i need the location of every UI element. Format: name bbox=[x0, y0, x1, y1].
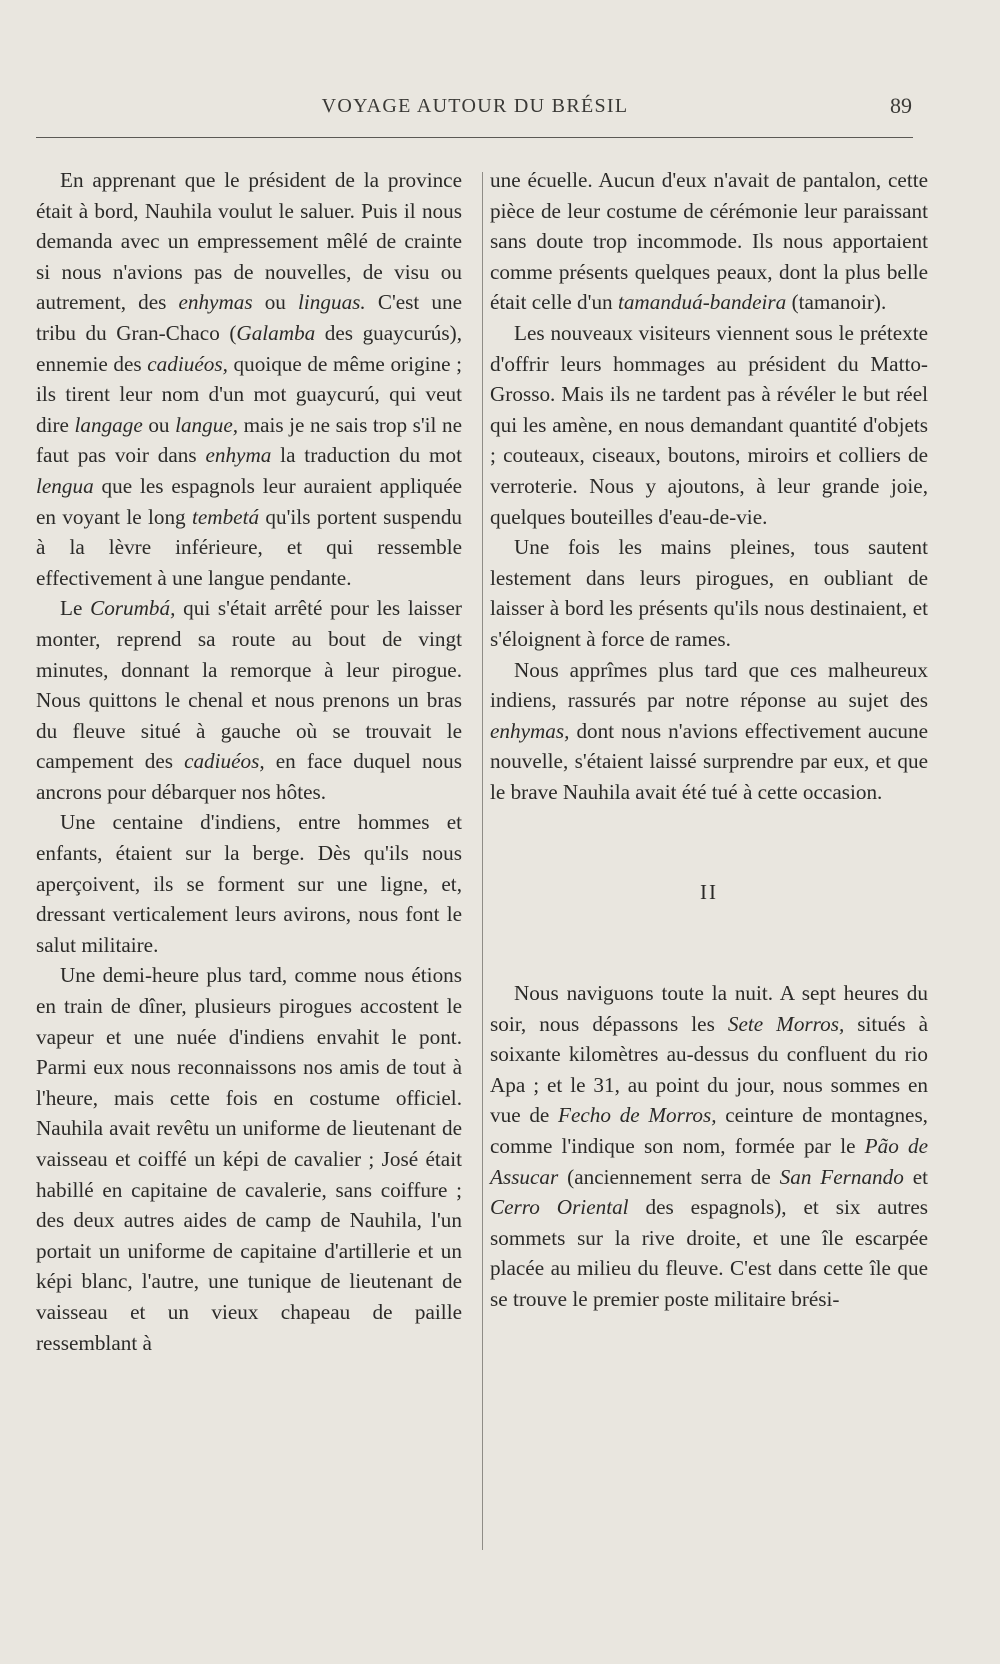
paragraph: Une demi-heure plus tard, comme nous étions en train de dîner, plusieurs pirogues accostent le vapeur et une nuée d'indiens envahit le pont. Parmi eux nous reconnaissons nos amis de tout à l'heure, mais cette fois en costume officiel. Nauhila avait revêtu un uniforme de lieutenant de vaisseau et coiffé un képi de cavalier ; José était habillé en capitaine de cavalerie, sans coiffure ; des deux autres aides de camp de Nauhila, l'un portait un uniforme de capitaine d'artillerie et un képi blanc, l'autre, une tunique de lieutenant de vaisseau et un vieux chapeau de paille ressemblant à bbox=[36, 963, 462, 1355]
text-run: ou bbox=[142, 412, 176, 437]
text-run: qu'ils portent suspendu à la lèvre inférieure, et qui ressemble effectivement à une langue pendante. bbox=[36, 504, 463, 590]
running-head bbox=[38, 95, 912, 125]
italic-term: cadiuéos, bbox=[147, 351, 228, 376]
italic-term: Fecho de Morros, bbox=[558, 1103, 717, 1128]
italic-term: enhyma bbox=[205, 443, 272, 468]
text-run: C'est une tribu du Gran-Chaco ( bbox=[36, 290, 463, 345]
italic-term: Galamba bbox=[236, 320, 316, 345]
right-column bbox=[490, 165, 928, 1315]
text-run: des guaycurús), ennemie des bbox=[36, 320, 462, 376]
text-run: En apprenant que le président de la province était à bord, Nauhila voulut le saluer. Puis il nous demanda avec un empressement mêlé de crainte si nous n'avions pas de nouvelles, de visu ou autrement, des bbox=[36, 168, 462, 315]
text-run: des espagnols), et six autres sommets sur la rive droite, et une île escarpée placée au milieu du fleuve. C'est dans cette île que se trouve le premier poste militaire brési- bbox=[490, 1195, 929, 1311]
text-run: Nous apprîmes plus tard que ces malheureux indiens, rassurés par notre réponse au sujet des bbox=[490, 657, 928, 713]
left-column bbox=[36, 165, 462, 1358]
italic-term: Cerro Oriental bbox=[490, 1195, 629, 1220]
text-run: (anciennement serra de bbox=[558, 1164, 780, 1189]
text-run: une écuelle. Aucun d'eux n'avait de pantalon, cette pièce de leur costume de cérémonie leur paraissant sans doute trop incommode. Ils nous apportaient comme présents quelques peaux, dont la plus belle était celle d'un bbox=[490, 168, 928, 315]
text-run: la traduction du mot bbox=[271, 443, 463, 468]
text-run: ou bbox=[252, 290, 299, 315]
text-run: qui s'était arrêté pour les laisser monter, reprend sa route au bout de vingt minutes, donnant la remorque à leur pirogue. Nous quittons le chenal et nous prenons un bras du fleuve situé à gauche où se trouvait le campement des bbox=[36, 596, 462, 774]
italic-term: enhymas bbox=[178, 290, 253, 315]
italic-term: tembetá bbox=[192, 504, 260, 529]
paragraph: Une centaine d'indiens, entre hommes et enfants, étaient sur la berge. Dès qu'ils nous aperçoivent, ils se forment sur une ligne, et, dressant verticalement leurs avirons, nous font le salut militaire. bbox=[36, 810, 462, 957]
paragraph bbox=[490, 165, 928, 318]
italic-term: langage bbox=[74, 412, 143, 437]
italic-term: langue, bbox=[175, 412, 239, 437]
italic-term: cadiuéos, bbox=[184, 749, 265, 774]
header-rule bbox=[36, 137, 913, 138]
italic-term: tamanduá-bandeira bbox=[617, 290, 787, 315]
text-run: dont nous n'avions effectivement aucune nouvelle, s'étaient laissé surprendre par eux, et que le brave Nauhila avait été tué à cette occasion. bbox=[490, 718, 928, 804]
paragraph bbox=[490, 655, 928, 808]
text-run: que les espagnols leur auraient appliquée en voyant le long bbox=[36, 473, 462, 529]
text-run: quoique de même origine ; ils tirent leur nom d'un mot guaycurú, qui veut dire bbox=[36, 351, 462, 437]
text-run: (tamanoir). bbox=[786, 290, 887, 315]
text-run: en face duquel nous ancrons pour débarquer nos hôtes. bbox=[36, 749, 462, 804]
running-title: VOYAGE AUTOUR DU BRÉSIL bbox=[321, 95, 629, 117]
page-number: 89 bbox=[890, 93, 912, 118]
text-run: Le bbox=[60, 596, 91, 621]
paragraph: Les nouveaux visiteurs viennent sous le prétexte d'offrir leurs hommages au président du Matto-Grosso. Mais ils ne tardent pas à révéler le but réel qui les amène, en nous demandant quantité d'objets ; couteaux, ciseaux, boutons, miroirs et colliers de verroterie. Nous y ajoutons, à leur grande joie, quelques bouteilles d'eau-de-vie. bbox=[490, 320, 928, 529]
italic-term: Sete Morros, bbox=[727, 1011, 845, 1036]
italic-term: lengua bbox=[36, 473, 94, 498]
paragraph bbox=[490, 978, 928, 1315]
text-run: situés à soixante kilomètres au-dessus du confluent du rio Apa ; et le 31, au point du jour, nous sommes en vue de bbox=[490, 1011, 928, 1128]
text-run: et bbox=[903, 1164, 929, 1189]
italic-term: linguas. bbox=[298, 290, 366, 315]
italic-term: Corumbá, bbox=[90, 596, 176, 621]
section-number: II bbox=[700, 880, 718, 905]
paragraph bbox=[36, 165, 462, 593]
text-run: Nous naviguons toute la nuit. A sept heures du soir, nous dépassons les bbox=[490, 981, 928, 1036]
italic-term: San Fernando bbox=[779, 1164, 904, 1189]
text-run: mais je ne sais trop s'il ne faut pas voir dans bbox=[36, 412, 462, 468]
column-divider bbox=[482, 172, 483, 1550]
paragraph: Une fois les mains pleines, tous sautent lestement dans leurs pirogues, en oubliant de laisser à bord les présents qu'ils nous destinaient, et s'éloignent à force de rames. bbox=[490, 535, 928, 651]
italic-term: Pão de Assucar bbox=[490, 1134, 928, 1189]
paragraph bbox=[36, 593, 462, 807]
text-run: ceinture de montagnes, comme l'indique son nom, formée par le bbox=[490, 1103, 928, 1159]
italic-term: enhymas, bbox=[490, 718, 570, 743]
